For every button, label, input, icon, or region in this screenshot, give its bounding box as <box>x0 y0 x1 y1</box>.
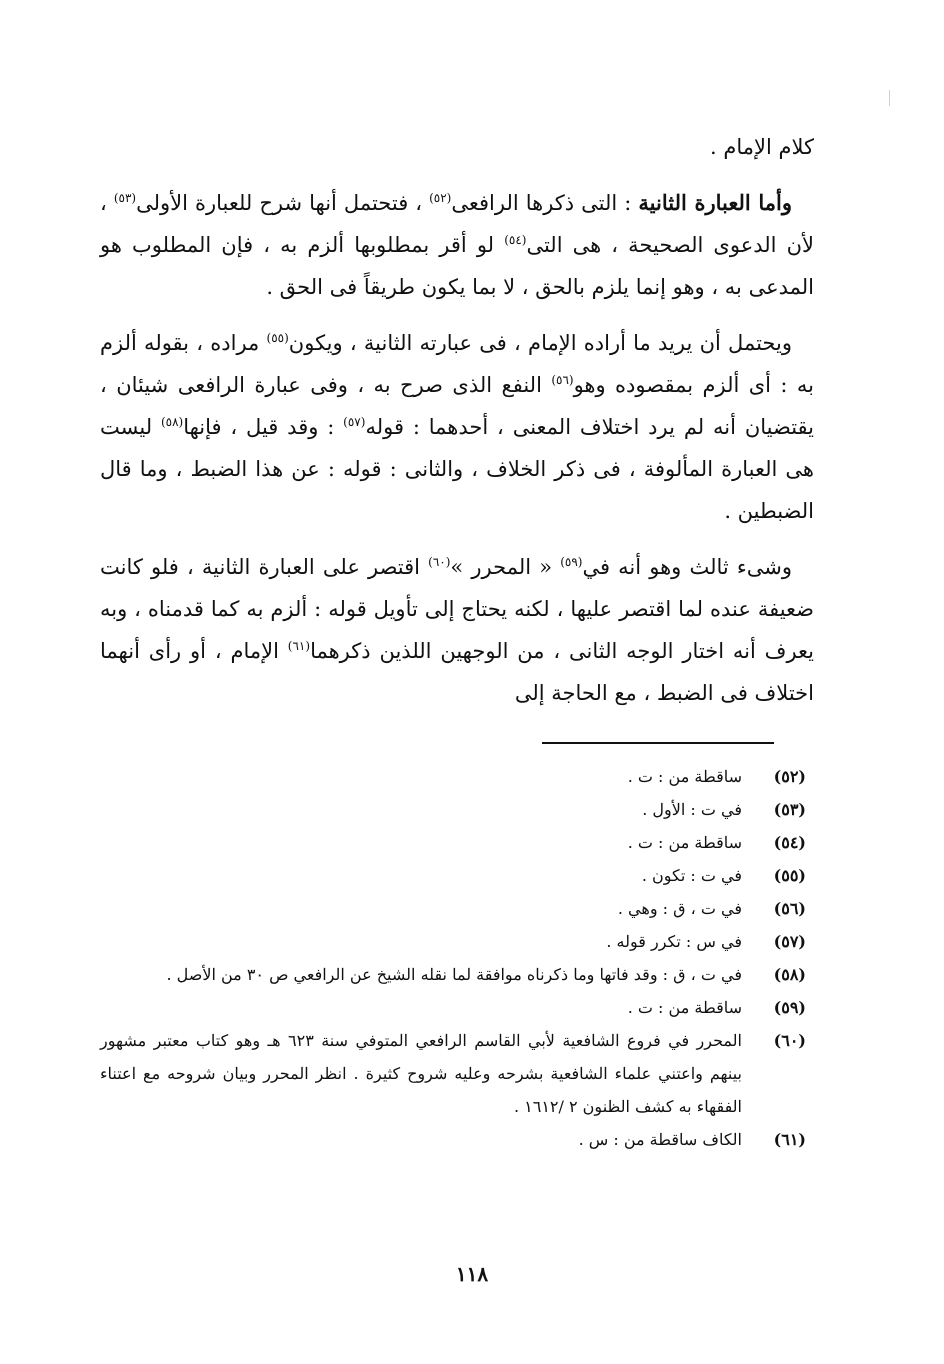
paragraph-3 <box>100 546 814 714</box>
footnote-55 <box>100 859 806 892</box>
footnote-ref-61[interactable]: (٦١) <box>287 639 311 653</box>
paragraph-1-text-a: : التى ذكرها الرافعى <box>451 191 639 215</box>
footnote-text: ساقطة من : ت . <box>627 767 742 786</box>
footnote-text: في ت : الأول . <box>642 800 742 819</box>
footnote-number: (٦٠) <box>773 1031 806 1050</box>
footnote-57 <box>100 925 806 958</box>
paragraph-1-text-c: ، لأن الدعوى الصحيحة ، هى التى <box>100 191 814 257</box>
paragraph-2 <box>100 322 814 532</box>
footnote-ref-56[interactable]: (٥٦) <box>551 373 574 387</box>
paragraph-3-text-d: الإمام ، أو رأى أنهما اختلاف فى الضبط ، مع الحاجة إلى <box>100 639 814 705</box>
main-text <box>100 126 814 714</box>
footnote-53 <box>100 793 806 826</box>
scan-mark <box>889 90 890 106</box>
footnote-number: (٥٣) <box>773 800 806 819</box>
footnote-separator <box>542 742 774 744</box>
footnote-ref-52[interactable]: (٥٢) <box>429 191 452 205</box>
paragraph-2-text-b: مراده ، بقوله ألزم به : أى ألزم بمقصوده وهو <box>100 331 814 397</box>
footnote-56 <box>100 892 806 925</box>
page-number: ١١٨ <box>455 1262 489 1286</box>
footnote-text: في ت ، ق : وقد فاتها وما ذكرناه موافقة لما نقله الشيخ عن الرافعي ص ٣٠ من الأصل . <box>166 965 742 984</box>
paragraph-3-text-a: وشىء ثالث وهو أنه في <box>582 555 792 579</box>
footnote-52 <box>100 760 806 793</box>
footnote-number: (٥٢) <box>773 767 806 786</box>
footnote-number: (٥٩) <box>773 998 806 1017</box>
footnote-59 <box>100 991 806 1024</box>
paragraph-3-text-b: « المحرر » <box>450 555 561 579</box>
footnote-text: في ت ، ق : وهي . <box>617 899 742 918</box>
footnote-ref-53[interactable]: (٥٣) <box>113 191 137 205</box>
footnote-58 <box>100 958 806 991</box>
footnote-number: (٥٨) <box>773 965 806 984</box>
footnote-text: المحرر في فروع الشافعية لأبي القاسم الرافعي المتوفي سنة ٦٢٣ هـ وهو كتاب معتبر مشهور بينهم واعتني علماء الشافعية بشرحه وعليه شروح كثيرة . انظر المحرر وبيان شروحه مع اعتناء الفقهاء به كشف الظنون ٢ /١٦١٢ . <box>100 1031 742 1116</box>
footnote-ref-55[interactable]: (٥٥) <box>266 331 289 345</box>
footnote-number: (٥٤) <box>773 833 806 852</box>
paragraph-1 <box>100 182 814 308</box>
footnote-61 <box>100 1123 806 1156</box>
paragraph-3-text-c: اقتصر على العبارة الثانية ، فلو كانت ضعيفة عنده لما اقتصر عليها ، لكنه يحتاج إلى تأويل قوله : ألزم به كما قدمناه ، وبه يعرف أنه اختار الوجه الثانى ، من الوجهين اللذين ذكرهما <box>100 555 815 663</box>
paragraph-2-text-d: : وقد قيل ، فإنها <box>183 415 344 439</box>
footnotes <box>100 760 806 1156</box>
footnote-number: (٦١) <box>773 1130 806 1149</box>
footnote-60 <box>100 1024 806 1123</box>
footnote-text: ساقطة من : ت . <box>627 833 742 852</box>
footnote-text: ساقطة من : ت . <box>627 998 742 1017</box>
footnote-number: (٥٧) <box>773 932 806 951</box>
paragraph-2-text-e: ليست هى العبارة المألوفة ، فى ذكر الخلاف ، والثانى : قوله : عن هذا الضبط ، وما قال الضبطين . <box>100 415 814 523</box>
footnote-text: في س : تكرر قوله . <box>606 932 742 951</box>
footnote-ref-59[interactable]: (٥٩) <box>560 555 583 569</box>
paragraph-2-text-a: ويحتمل أن يريد ما أراده الإمام ، فى عبارته الثانية ، ويكون <box>288 331 792 355</box>
paragraph-2-text-c: النفع الذى صرح به ، وفى عبارة الرافعى شيئان ، يقتضيان أنه لم يرد اختلاف المعنى ، أحدهما : قوله <box>100 373 815 439</box>
opening-line: كلام الإمام . <box>709 135 814 159</box>
footnote-number: (٥٥) <box>773 866 806 885</box>
paragraph-1-text-d: لو أقر بمطلوبها ألزم به ، فإن المطلوب هو المدعى به ، وهو إنما يلزم بالحق ، لا بما يكون طريقاً فى الحق . <box>100 233 814 299</box>
paragraph-1-text-b: ، فتحتمل أنها شرح للعبارة الأولى <box>136 191 430 215</box>
footnote-ref-60[interactable]: (٦٠) <box>428 555 451 569</box>
footnote-54 <box>100 826 806 859</box>
footnote-ref-58[interactable]: (٥٨) <box>160 415 184 429</box>
footnote-ref-57[interactable]: (٥٧) <box>343 415 366 429</box>
footnote-ref-54[interactable]: (٥٤) <box>504 233 527 247</box>
footnote-number: (٥٦) <box>773 899 806 918</box>
footnote-text: الكاف ساقطة من : س . <box>578 1130 742 1149</box>
paragraph-1-lead: وأما العبارة الثانية <box>638 190 793 215</box>
footnote-text: في ت : تكون . <box>641 866 742 885</box>
